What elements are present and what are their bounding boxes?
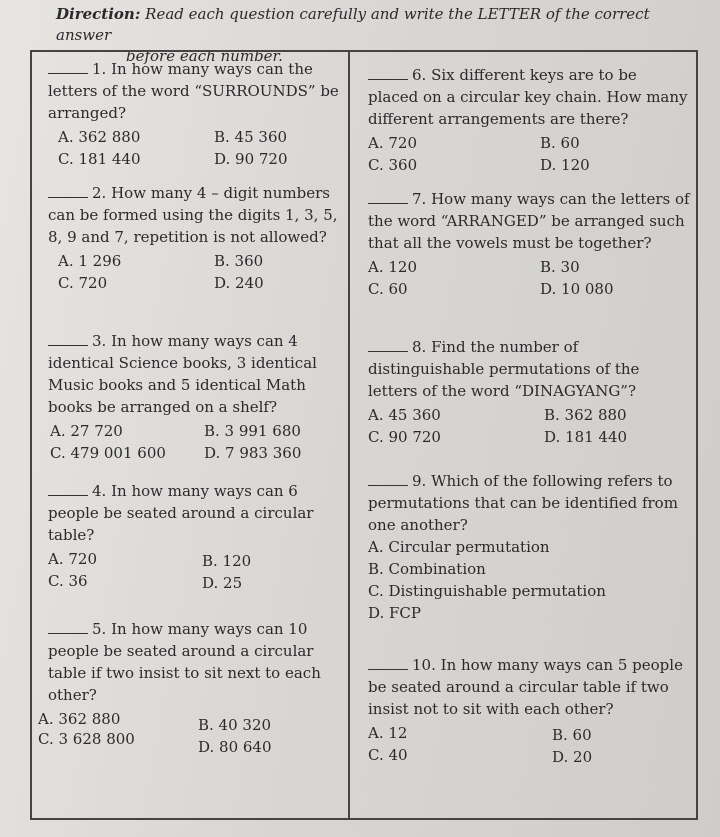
question-text: In how many ways can 6 people be seated around a circular table?: [48, 482, 314, 544]
option-b: B. 3 991 680: [204, 422, 301, 440]
question-3: [48, 330, 340, 464]
option-a: A. 720: [368, 134, 417, 152]
option-c: C. 479 001 600: [50, 444, 166, 462]
question-number: 9.: [412, 472, 427, 490]
answer-blank-6[interactable]: [368, 67, 408, 80]
question-text: How many 4 – digit numbers can be formed using the digits 1, 3, 5, 8, 9 and 7, repetition is not allowed?: [48, 184, 338, 246]
option-a: A. 12: [368, 724, 408, 742]
option-c: C. 360: [368, 156, 418, 174]
question-text: In how many ways can 5 people be seated around a circular table if two insist not to sit with each other?: [368, 656, 683, 718]
question-text: Find the number of distinguishable permutations of the letters of the word “DINAGYANG”?: [368, 338, 640, 400]
option-b: B. 60: [552, 726, 592, 744]
option-c: C. Distinguishable permutation: [368, 582, 606, 600]
options-6: [368, 132, 690, 176]
option-b: B. 45 360: [214, 128, 288, 146]
question-9: [368, 470, 690, 624]
option-a: A. 27 720: [50, 422, 123, 440]
direction-text-line2: before each number.: [126, 47, 283, 65]
question-text: In how many ways can the letters of the word “SURROUNDS” be arranged?: [48, 60, 339, 122]
question-8: [368, 336, 690, 448]
column-divider: [348, 52, 350, 818]
option-d: D. 10 080: [540, 280, 614, 298]
answer-blank-4[interactable]: [48, 483, 88, 496]
question-text: In how many ways can 4 identical Science books, 3 identical Music books and 5 identical Math books be arranged on a shelf?: [48, 332, 317, 416]
question-number: 1.: [92, 60, 107, 78]
question-text: In how many ways can 10 people be seated around a circular table if two insist to sit next to each other?: [48, 620, 321, 704]
question-number: 10.: [412, 656, 436, 674]
option-d: D. 181 440: [544, 428, 628, 446]
option-a: A. 1 296: [58, 252, 122, 270]
options-8: [368, 404, 690, 448]
option-d: D. 240: [214, 274, 264, 292]
question-number: 3.: [92, 332, 107, 350]
options-3: [48, 420, 340, 464]
option-c: C. 60: [368, 280, 408, 298]
answer-blank-1[interactable]: [48, 61, 88, 74]
question-number: 6.: [412, 66, 427, 84]
option-c: C. 181 440: [58, 150, 141, 168]
options-7: [368, 256, 690, 300]
option-b: B. 360: [214, 252, 264, 270]
question-4: [48, 480, 340, 592]
question-number: 5.: [92, 620, 107, 638]
option-a: A. 120: [368, 258, 417, 276]
options-5: [38, 708, 340, 756]
question-10: [368, 654, 690, 766]
options-2: [48, 250, 340, 294]
option-d: D. 25: [202, 574, 243, 592]
question-number: 8.: [412, 338, 427, 356]
answer-blank-3[interactable]: [48, 333, 88, 346]
option-a: A. 362 880: [58, 128, 141, 146]
option-a: A. Circular permutation: [368, 538, 550, 556]
option-a: A. 720: [48, 550, 97, 568]
answer-blank-9[interactable]: [368, 473, 408, 486]
option-b: B. 30: [540, 258, 580, 276]
options-9: [368, 536, 690, 624]
option-c: C. 3 628 800: [38, 730, 135, 748]
option-b: B. 362 880: [544, 406, 627, 424]
question-text: How many ways can the letters of the word “ARRANGED” be arranged such that all the vowels must be together?: [368, 190, 690, 252]
answer-blank-5[interactable]: [48, 621, 88, 634]
question-5: [38, 618, 340, 756]
option-b: B. 40 320: [198, 716, 272, 734]
direction-text-line1: Read each question carefully and write the LETTER of the correct answer: [56, 5, 650, 44]
answer-blank-2[interactable]: [48, 185, 88, 198]
direction-label: Direction:: [56, 5, 141, 23]
option-d: D. 90 720: [214, 150, 288, 168]
option-d: D. 80 640: [198, 738, 272, 756]
question-text: Six different keys are to be placed on a circular key chain. How many different arrangements are there?: [368, 66, 688, 128]
question-number: 4.: [92, 482, 107, 500]
options-4: [48, 548, 340, 592]
option-c: C. 40: [368, 746, 408, 764]
question-7: [368, 188, 690, 300]
option-d: D. 120: [540, 156, 590, 174]
option-d: D. FCP: [368, 604, 422, 622]
option-c: C. 720: [58, 274, 108, 292]
option-a: A. 362 880: [38, 710, 121, 728]
option-c: C. 90 720: [368, 428, 441, 446]
answer-blank-7[interactable]: [368, 191, 408, 204]
question-number: 7.: [412, 190, 427, 208]
answer-blank-10[interactable]: [368, 657, 408, 670]
question-2: [48, 182, 340, 294]
option-c: C. 36: [48, 572, 88, 590]
option-d: D. 7 983 360: [204, 444, 302, 462]
question-1: [48, 58, 340, 170]
answer-blank-8[interactable]: [368, 339, 408, 352]
options-10: [368, 722, 690, 766]
option-b: B. Combination: [368, 560, 486, 578]
option-a: A. 45 360: [368, 406, 441, 424]
question-6: [368, 64, 690, 176]
option-b: B. 60: [540, 134, 580, 152]
option-d: D. 20: [552, 748, 593, 766]
options-1: [48, 126, 340, 170]
option-b: B. 120: [202, 552, 252, 570]
question-number: 2.: [92, 184, 107, 202]
question-text: Which of the following refers to permutations that can be identified from one another?: [368, 472, 678, 534]
